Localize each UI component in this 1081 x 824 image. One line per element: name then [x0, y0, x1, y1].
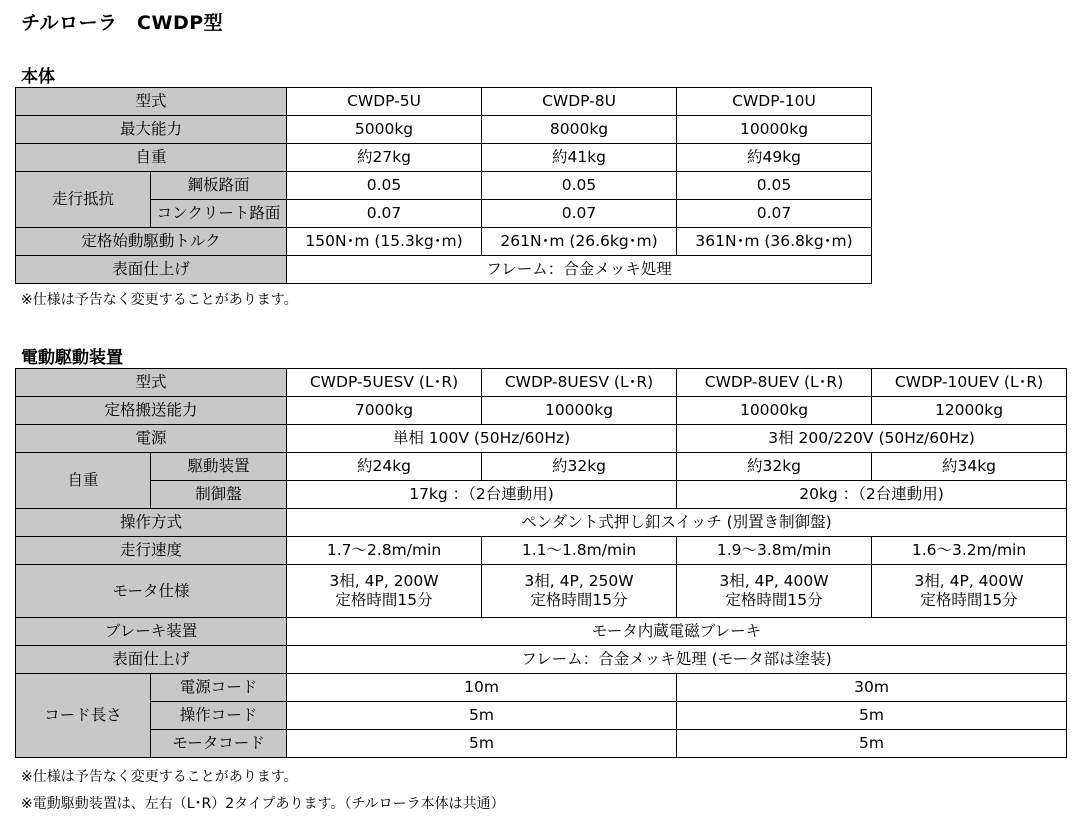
table-cell: CWDP-10UEV (L･R) [872, 369, 1067, 397]
row-label-torque: 定格始動駆動トルク [16, 228, 287, 256]
note-lr-types: ※電動駆動装置は、左右（L･R）2タイプあります。（チルローラ本体は共通） [21, 796, 505, 812]
row-label-motor: モータ仕様 [16, 565, 287, 618]
table-cell: 約41kg [482, 144, 677, 172]
table-row [16, 565, 1067, 618]
table-cell: 0.07 [287, 200, 482, 228]
table-cell [677, 565, 872, 618]
row-label-cord: コード長さ [16, 674, 151, 758]
table-cell: 1.6～3.2m/min [872, 537, 1067, 565]
table-cell: 5m [677, 702, 1067, 730]
table-cell: 17kg ：（2台連動用) [287, 481, 677, 509]
table-cell: 30m [677, 674, 1067, 702]
table-cell: 0.05 [287, 172, 482, 200]
cell-model-10u: CWDP-10U [677, 88, 872, 116]
row-label-model: 型式 [16, 88, 287, 116]
row-sublabel-concrete: コンクリート路面 [151, 200, 287, 228]
table-cell: 361N･m (36.8kg･m) [677, 228, 872, 256]
table-cell: 0.07 [677, 200, 872, 228]
table-cell [482, 565, 677, 618]
table-cell: 1.7～2.8m/min [287, 537, 482, 565]
table-row [16, 509, 1067, 537]
note-spec-change: ※仕様は予告なく変更することがあります。 [21, 292, 298, 308]
row-label-speed: 走行速度 [16, 537, 287, 565]
row-label-rated-capacity: 定格搬送能力 [16, 397, 287, 425]
motor-spec-line: 3相, 4P, 200W [329, 572, 439, 591]
table-cell: 単相 100V (50Hz/60Hz) [287, 425, 677, 453]
table-row [16, 88, 872, 116]
row-label-max-capacity: 最大能力 [16, 116, 287, 144]
table-cell: 261N･m (26.6kg･m) [482, 228, 677, 256]
table-row [16, 453, 1067, 481]
row-label-resistance: 走行抵抗 [16, 172, 151, 228]
table-cell [872, 565, 1067, 618]
table-cell: 5m [287, 730, 677, 758]
section-title-drive: 電動駆動装置 [21, 348, 123, 368]
table-cell: CWDP-5UESV (L･R) [287, 369, 482, 397]
motor-rating-line: 定格時間15分 [725, 591, 823, 609]
row-sublabel-operation-cord: 操作コード [151, 702, 287, 730]
row-label-operation: 操作方式 [16, 509, 287, 537]
row-sublabel-motor-cord: モータコード [151, 730, 287, 758]
table-cell: 5m [287, 702, 677, 730]
table-cell: 0.07 [482, 200, 677, 228]
row-sublabel-power-cord: 電源コード [151, 674, 287, 702]
table-row [16, 618, 1067, 646]
table-row [16, 256, 872, 284]
motor-spec-line: 3相, 4P, 250W [524, 572, 634, 591]
table-cell: ペンダント式押し釦スイッチ (別置き制御盤) [287, 509, 1067, 537]
table-cell: 1.9～3.8m/min [677, 537, 872, 565]
row-label-weight: 自重 [16, 453, 151, 509]
drive-spec-table [15, 368, 1067, 758]
motor-rating-line: 定格時間15分 [335, 591, 433, 609]
table-cell: CWDP-8UESV (L･R) [482, 369, 677, 397]
table-cell [287, 565, 482, 618]
motor-rating-line: 定格時間15分 [920, 591, 1018, 609]
table-cell: CWDP-8UEV (L･R) [677, 369, 872, 397]
table-cell: 3相 200/220V (50Hz/60Hz) [677, 425, 1067, 453]
table-cell: 8000kg [482, 116, 677, 144]
row-label-finish: 表面仕上げ [16, 646, 287, 674]
row-label-brake: ブレーキ装置 [16, 618, 287, 646]
table-cell: 約49kg [677, 144, 872, 172]
motor-spec-line: 3相, 4P, 400W [914, 572, 1024, 591]
page-title: チルローラ CWDP型 [21, 12, 224, 34]
row-label-model: 型式 [16, 369, 287, 397]
table-row [16, 702, 1067, 730]
row-sublabel-drive-unit: 駆動装置 [151, 453, 287, 481]
section-title-body: 本体 [21, 67, 55, 87]
table-cell: 10000kg [677, 116, 872, 144]
row-sublabel-control-panel: 制御盤 [151, 481, 287, 509]
row-label-power: 電源 [16, 425, 287, 453]
table-cell: 約24kg [287, 453, 482, 481]
table-cell: フレーム：合金メッキ処理 [287, 256, 872, 284]
table-row [16, 425, 1067, 453]
table-row [16, 730, 1067, 758]
table-row [16, 369, 1067, 397]
row-label-finish: 表面仕上げ [16, 256, 287, 284]
table-cell: 10000kg [677, 397, 872, 425]
table-row [16, 674, 1067, 702]
motor-rating-line: 定格時間15分 [530, 591, 628, 609]
table-cell: 20kg ：（2台連動用) [677, 481, 1067, 509]
table-cell: 約32kg [677, 453, 872, 481]
note-spec-change: ※仕様は予告なく変更することがあります。 [21, 769, 298, 785]
table-cell: 10000kg [482, 397, 677, 425]
table-cell: 0.05 [677, 172, 872, 200]
table-row [16, 116, 872, 144]
table-row [16, 228, 872, 256]
table-row [16, 481, 1067, 509]
table-cell: 0.05 [482, 172, 677, 200]
table-cell: 約34kg [872, 453, 1067, 481]
table-row [16, 144, 872, 172]
table-cell: フレーム：合金メッキ処理 (モータ部は塗装) [287, 646, 1067, 674]
table-cell: 10m [287, 674, 677, 702]
body-spec-table [15, 87, 872, 284]
cell-model-8u: CWDP-8U [482, 88, 677, 116]
table-cell: 150N･m (15.3kg･m) [287, 228, 482, 256]
table-row [16, 646, 1067, 674]
row-sublabel-steel: 鋼板路面 [151, 172, 287, 200]
table-cell: 約32kg [482, 453, 677, 481]
table-cell: 1.1～1.8m/min [482, 537, 677, 565]
table-cell: 5000kg [287, 116, 482, 144]
table-row [16, 172, 872, 200]
table-cell: 12000kg [872, 397, 1067, 425]
row-label-weight: 自重 [16, 144, 287, 172]
motor-spec-line: 3相, 4P, 400W [719, 572, 829, 591]
table-cell: 5m [677, 730, 1067, 758]
table-cell: 7000kg [287, 397, 482, 425]
cell-model-5u: CWDP-5U [287, 88, 482, 116]
table-row [16, 397, 1067, 425]
table-cell: モータ内蔵電磁ブレーキ [287, 618, 1067, 646]
table-cell: 約27kg [287, 144, 482, 172]
table-row [16, 537, 1067, 565]
